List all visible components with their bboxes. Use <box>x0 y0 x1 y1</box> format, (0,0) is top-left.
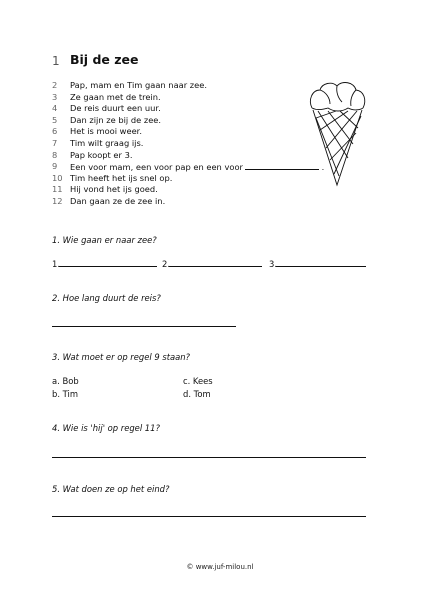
story-line <box>52 196 342 208</box>
line-number: 12 <box>52 195 63 206</box>
q1-label-1: 1. <box>52 259 60 269</box>
line-number: 7 <box>52 137 58 148</box>
q1-label-3: 3. <box>269 259 277 269</box>
story-line <box>52 92 342 104</box>
story-line <box>52 150 342 162</box>
line-text: Tim heeft het ijs snel op. <box>70 172 173 183</box>
q5-answer-line[interactable] <box>52 516 366 517</box>
story-line <box>52 138 342 150</box>
q1-answer-line-3[interactable] <box>276 266 366 267</box>
story-line <box>52 80 342 92</box>
story-line-with-blank <box>52 161 342 173</box>
question-1: 1. Wie gaan er naar zee? <box>52 235 157 245</box>
q3-option-c[interactable]: c. Kees <box>183 376 213 386</box>
line-number: 5 <box>52 114 58 125</box>
q1-answer-line-1[interactable] <box>59 266 157 267</box>
line-number: 6 <box>52 126 58 137</box>
line-number: 10 <box>52 172 63 183</box>
story-line <box>52 173 342 185</box>
q4-answer-line[interactable] <box>52 457 366 458</box>
line-text-after-blank: . <box>321 162 325 173</box>
line-text: Hij vond het ijs goed. <box>70 184 158 195</box>
story-line <box>52 103 342 115</box>
line-text: Dan gaan ze de zee in. <box>70 195 166 206</box>
q3-option-a[interactable]: a. Bob <box>52 376 79 386</box>
q2-answer-line[interactable] <box>52 326 236 327</box>
line-text: Ze gaan met de trein. <box>70 91 161 102</box>
story-line <box>52 115 342 127</box>
line-number: 9 <box>52 161 58 172</box>
q3-option-d[interactable]: d. Tom <box>183 389 211 399</box>
line-number: 4 <box>52 103 58 114</box>
line-number: 8 <box>52 149 58 160</box>
q1-label-2: 2. <box>162 259 170 269</box>
story-line <box>52 184 342 196</box>
q3-option-b[interactable]: b. Tim <box>52 389 78 399</box>
line-text: Dan zijn ze bij de zee. <box>70 114 162 125</box>
question-3: 3. Wat moet er op regel 9 staan? <box>52 352 191 362</box>
line-text-before-blank: Een voor mam, een voor pap en een voor <box>70 162 243 173</box>
question-5: 5. Wat doen ze op het eind? <box>52 484 170 494</box>
question-4: 4. Wie is 'hij' op regel 11? <box>52 423 160 433</box>
line-text: Pap, mam en Tim gaan naar zee. <box>70 80 207 90</box>
line-number: 11 <box>52 184 63 195</box>
line-text: Pap koopt er 3. <box>70 149 133 160</box>
footer-copyright: © www.juf-milou.nl <box>186 563 254 571</box>
line-text: Het is mooi weer. <box>70 126 142 137</box>
question-2: 2. Hoe lang duurt de reis? <box>52 293 161 303</box>
ice-cream-cone-icon <box>306 78 368 188</box>
page-title: Bij de zee <box>70 52 139 67</box>
line-number: 2 <box>52 80 58 90</box>
line-number: 3 <box>52 91 58 102</box>
q1-answer-line-2[interactable] <box>169 266 262 267</box>
story-text <box>52 80 342 208</box>
story-line <box>52 126 342 138</box>
line-text: De reis duurt een uur. <box>70 103 161 114</box>
line-text: Tim wilt graag ijs. <box>70 137 144 148</box>
title-line-number: 1 <box>52 54 60 68</box>
